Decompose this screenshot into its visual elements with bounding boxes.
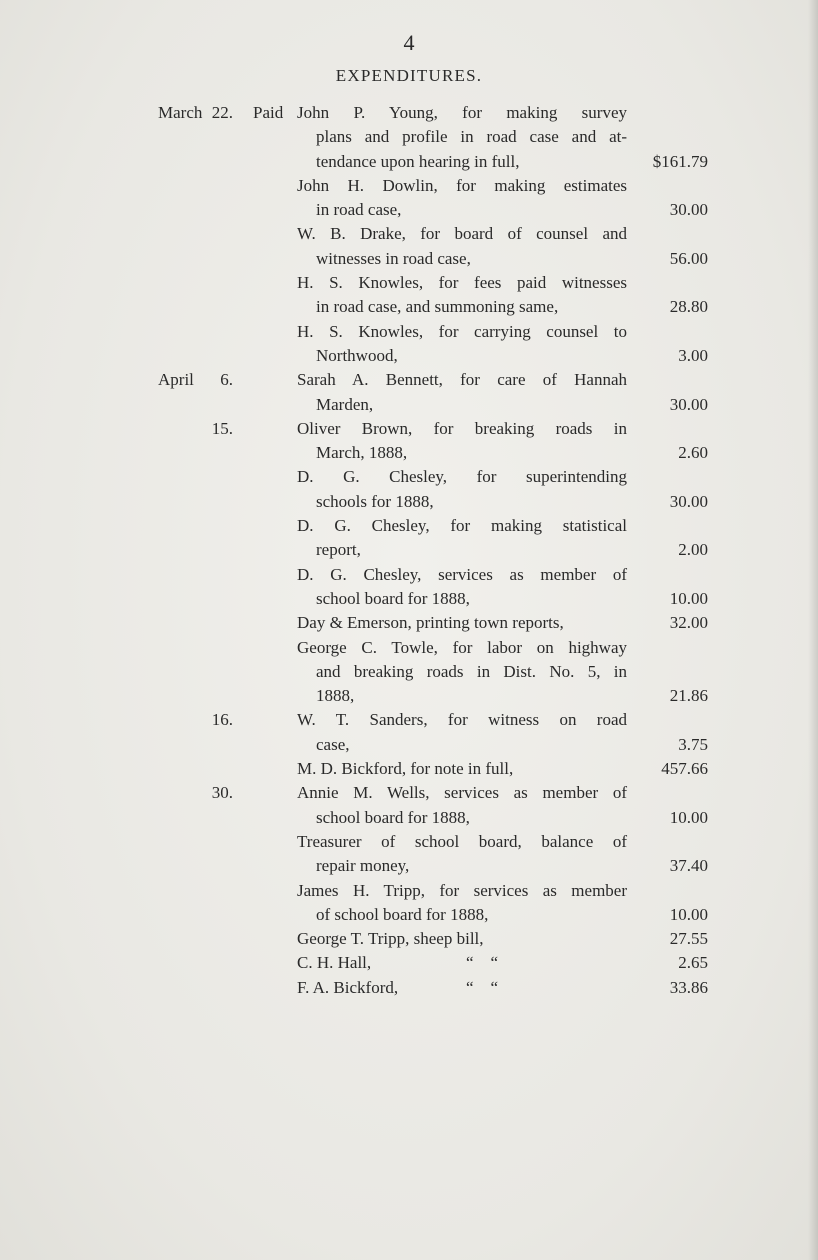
entry-text: school board for 1888, [316, 588, 470, 608]
entry-line [0, 222, 818, 246]
entry-amount: 30.00 [669, 394, 708, 414]
entry-day: 16. [211, 710, 233, 730]
page-heading: EXPENDITURES. [335, 66, 483, 85]
entry-text: in road case, [316, 200, 402, 220]
entry-line [0, 125, 818, 149]
entry-line [0, 660, 818, 684]
entry-amount: 2.65 [678, 953, 708, 973]
expenditure-entry [0, 757, 818, 781]
entry-amount: 30.00 [669, 491, 708, 511]
entry-text: of school board for 1888, [316, 904, 489, 924]
entry-text: George C. Towle, for labor on highway [297, 637, 627, 657]
entry-amount: 2.60 [678, 443, 708, 463]
entry-text: repair money, [316, 856, 410, 876]
entry-text: C. H. Hall, [297, 953, 372, 973]
entry-text: H. S. Knowles, for carrying counsel to [297, 321, 627, 341]
page-number: 4 [403, 30, 415, 55]
entry-line [0, 781, 818, 805]
entry-text: in road case, and summoning same, [316, 297, 559, 317]
entry-text: and breaking roads in Dist. No. 5, in [316, 661, 627, 681]
expenditure-entry [0, 174, 818, 223]
expenditure-entry [0, 781, 818, 830]
entry-amount: 10.00 [669, 807, 708, 827]
entry-amount: 30.00 [669, 200, 708, 220]
entry-text: Sarah A. Bennett, for care of Hannah [297, 370, 627, 390]
entry-line [0, 951, 818, 975]
entry-text: F. A. Bickford, [297, 977, 399, 997]
entry-line [0, 611, 818, 635]
entry-line [0, 854, 818, 878]
entry-amount: 28.80 [669, 297, 708, 317]
entry-amount: 32.00 [669, 613, 708, 633]
entry-amount: 27.55 [669, 929, 708, 949]
entry-amount: 3.00 [678, 345, 708, 365]
entry-line [0, 684, 818, 708]
entry-line [0, 806, 818, 830]
expenditure-entry [0, 222, 818, 271]
entry-line [0, 247, 818, 271]
paid-label: Paid [253, 103, 284, 122]
entry-line [0, 490, 818, 514]
entry-text: Northwood, [316, 345, 398, 365]
expenditure-entry [0, 976, 818, 1000]
expenditure-entry [0, 514, 818, 563]
entry-amount: 3.75 [678, 734, 708, 754]
entry-text: case, [316, 734, 350, 754]
entry-line [0, 271, 818, 295]
expenditure-entry [0, 636, 818, 709]
entry-text: witnesses in road case, [316, 248, 471, 268]
entry-text: report, [316, 540, 361, 560]
entry-amount: 10.00 [669, 588, 708, 608]
entry-line [0, 344, 818, 368]
entry-line [0, 927, 818, 951]
entry-amount: $161.79 [652, 151, 708, 171]
entry-line [0, 514, 818, 538]
entry-line [0, 830, 818, 854]
expenditure-entry [0, 879, 818, 928]
entry-month: March [158, 103, 203, 122]
entry-line [0, 150, 818, 174]
expenditure-entry [0, 368, 818, 417]
entry-text: D. G. Chesley, for making statistical [297, 516, 627, 536]
entry-line [0, 708, 818, 732]
entry-text: H. S. Knowles, for fees paid witnesses [297, 273, 627, 293]
entry-day: 22. [211, 103, 233, 122]
expenditure-entry [0, 927, 818, 951]
expenditure-entry [0, 465, 818, 514]
entry-line [0, 198, 818, 222]
expenditure-entry [0, 320, 818, 369]
entry-line [0, 538, 818, 562]
entry-line [0, 879, 818, 903]
entry-line [0, 636, 818, 660]
entry-line [0, 976, 818, 1000]
entry-text: Treasurer of school board, balance of [297, 831, 627, 851]
entry-line [0, 417, 818, 441]
ditto-marks: “ “ [466, 977, 499, 997]
entry-line [0, 563, 818, 587]
entry-line [0, 393, 818, 417]
entry-amount: 37.40 [669, 856, 708, 876]
entry-text: Marden, [316, 394, 374, 414]
entry-amount: 10.00 [669, 904, 708, 924]
expenditure-entry [0, 563, 818, 612]
expenditure-entry [0, 417, 818, 466]
ditto-marks: “ “ [466, 953, 499, 973]
entry-text: plans and profile in road case and at- [316, 127, 627, 147]
entry-line [0, 733, 818, 757]
entry-text: March, 1888, [316, 443, 408, 463]
entry-line [0, 587, 818, 611]
entry-amount: 33.86 [669, 977, 708, 997]
expenditure-entry [0, 271, 818, 320]
entry-amount: 457.66 [661, 759, 708, 779]
entry-text: schools for 1888, [316, 491, 434, 511]
expenditure-entry [0, 708, 818, 757]
entry-text: Annie M. Wells, services as member of [297, 783, 627, 803]
entry-day: 15. [211, 418, 233, 438]
entry-amount: 56.00 [669, 248, 708, 268]
entry-line [0, 368, 818, 392]
entry-text: W. B. Drake, for board of counsel and [297, 224, 627, 244]
entry-text: tendance upon hearing in full, [316, 151, 520, 171]
entry-text: John P. Young, for making survey [297, 103, 627, 122]
entry-text: school board for 1888, [316, 807, 470, 827]
entry-line [0, 903, 818, 927]
entry-line [0, 757, 818, 781]
entry-text: Oliver Brown, for breaking roads in [297, 418, 627, 438]
expenditure-entry [0, 611, 818, 635]
entry-text: M. D. Bickford, for note in full, [297, 759, 514, 779]
entry-line [0, 295, 818, 319]
entry-text: W. T. Sanders, for witness on road [297, 710, 627, 730]
entry-day: 6. [220, 370, 233, 390]
entry-text: D. G. Chesley, for superintending [297, 467, 627, 487]
expenditure-entry [0, 830, 818, 879]
entry-amount: 2.00 [678, 540, 708, 560]
entry-text: Day & Emerson, printing town reports, [297, 613, 564, 633]
entry-text: D. G. Chesley, services as member of [297, 564, 627, 584]
entry-line [0, 174, 818, 198]
expenditure-entry [0, 101, 818, 174]
entry-line [0, 441, 818, 465]
entry-line [0, 320, 818, 344]
entry-line [0, 465, 818, 489]
entry-day: 30. [211, 783, 233, 803]
expenditure-list [0, 101, 818, 1000]
entry-amount: 21.86 [669, 686, 708, 706]
entry-text: George T. Tripp, sheep bill, [297, 929, 484, 949]
entry-text: James H. Tripp, for services as member [297, 880, 627, 900]
entry-text: John H. Dowlin, for making estimates [297, 175, 627, 195]
expenditure-entry [0, 951, 818, 975]
entry-month: April [158, 370, 194, 390]
entry-line [0, 101, 818, 125]
entry-text: 1888, [316, 686, 355, 706]
